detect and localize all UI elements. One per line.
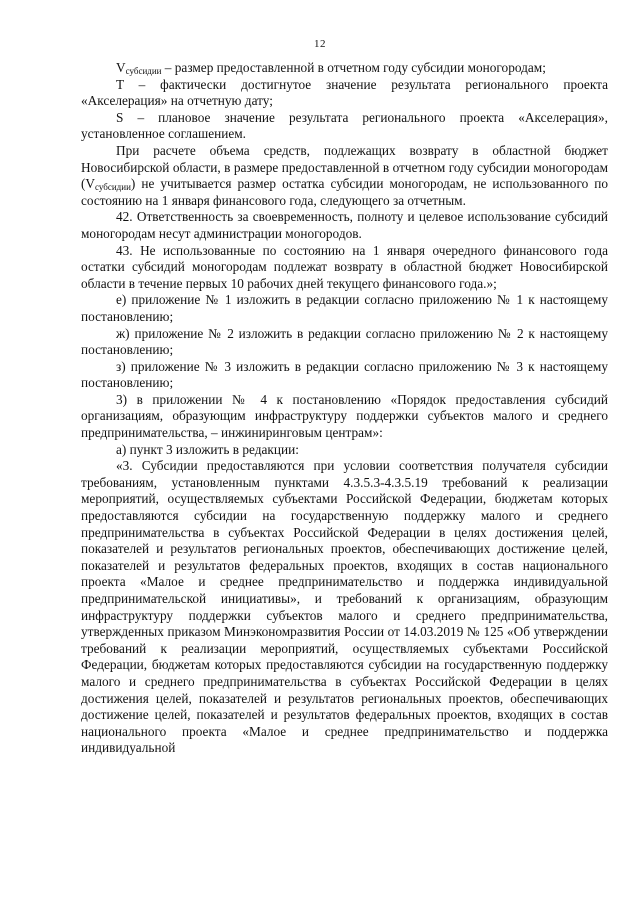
paragraph-subitem-e: е) приложение № 1 изложить в редакции согласно приложению № 1 к настоящему постановлению;: [81, 292, 608, 324]
paragraph-item-42: 42. Ответственность за своевременность, полноту и целевое использование субсидий моногородам несут администрации моногородов.: [81, 209, 608, 241]
paragraph-s-definition: S – плановое значение результата регионального проекта «Акселерация», установленное соглашением.: [81, 109, 608, 142]
paragraph-refund-calculation: При расчете объема средств, подлежащих возврату в областной бюджет Новосибирской области, в размере предоставленной в отчетном году субсидии моногородам $(V_{субсидии})$ не учитывается размер остатка субсидии моногородам, не использованного по состоянию на 1 января финансового года, следующего за отчетным.: [81, 142, 608, 208]
document-body: [81, 60, 608, 757]
paragraph-item-43: 43. Не использованные по состоянию на 1 января очередного финансового года остатки субсидий моногородам подлежат возврату в областной бюджет Новосибирской области в течение первых 10 рабочих дней текущего финансового года.»;: [81, 242, 608, 291]
page-number: 12: [314, 38, 326, 50]
paragraph-v-subsidy-definition: $V_{субсидии}$ – размер предоставленной в отчетном году субсидии моногородам;: [116, 60, 546, 76]
paragraph-point-3-text: «3. Субсидии предоставляются при условии соответствия получателя субсидии требованиям, установленным пунктами 4.3.5.3-4.3.5.19 требований к реализации мероприятий, осуществляемых субъектами Российской Федерации, бюджетам которых предоставляются субсидии на государственную поддержку малого и среднего предпринимательства в субъектах Российской Федерации в целях достижения целей, показателей и результатов региональных проектов, обеспечивающих достижение целей, показателей и результатов федеральных проектов, входящих в состав национального проекта «Малое и среднее предпринимательство и поддержка индивидуальной предпринимательской инициативы», и требований к организациям, образующим инфраструктуру поддержки субъектов малого и среднего предпринимательства, утвержденных приказом Минэкономразвития России от 14.03.2019 № 125 «Об утверждении требований к реализации мероприятий, осуществляемых субъектами Российской Федерации, бюджетам которых предоставляются субсидии на государственную поддержку малого и среднего предпринимательства в субъектах Российской Федерации в целях достижения целей, показателей и результатов региональных проектов, обеспечивающих достижение целей, показателей и результатов федеральных проектов, входящих в состав национального проекта «Малое и среднее предпринимательство и поддержка индивидуальной: [81, 458, 608, 756]
paragraph-t-definition: T – фактически достигнутое значение результата регионального проекта «Акселерация» на отчетную дату;: [81, 76, 608, 109]
paragraph-subitem-a: а) пункт 3 изложить в редакции:: [116, 441, 299, 457]
paragraph-subitem-zh: ж) приложение № 2 изложить в редакции согласно приложению № 2 к настоящему постановлению;: [81, 325, 608, 358]
paragraph-subitem-z: з) приложение № 3 изложить в редакции согласно приложению № 3 к настоящему постановлению;: [81, 358, 608, 391]
paragraph-item-3-appendix-4: 3) в приложении № 4 к постановлению «Порядок предоставления субсидий организациям, образующим инфраструктуру поддержки субъектов малого и среднего предпринимательства, – инжиниринговым центрам»:: [81, 391, 608, 441]
